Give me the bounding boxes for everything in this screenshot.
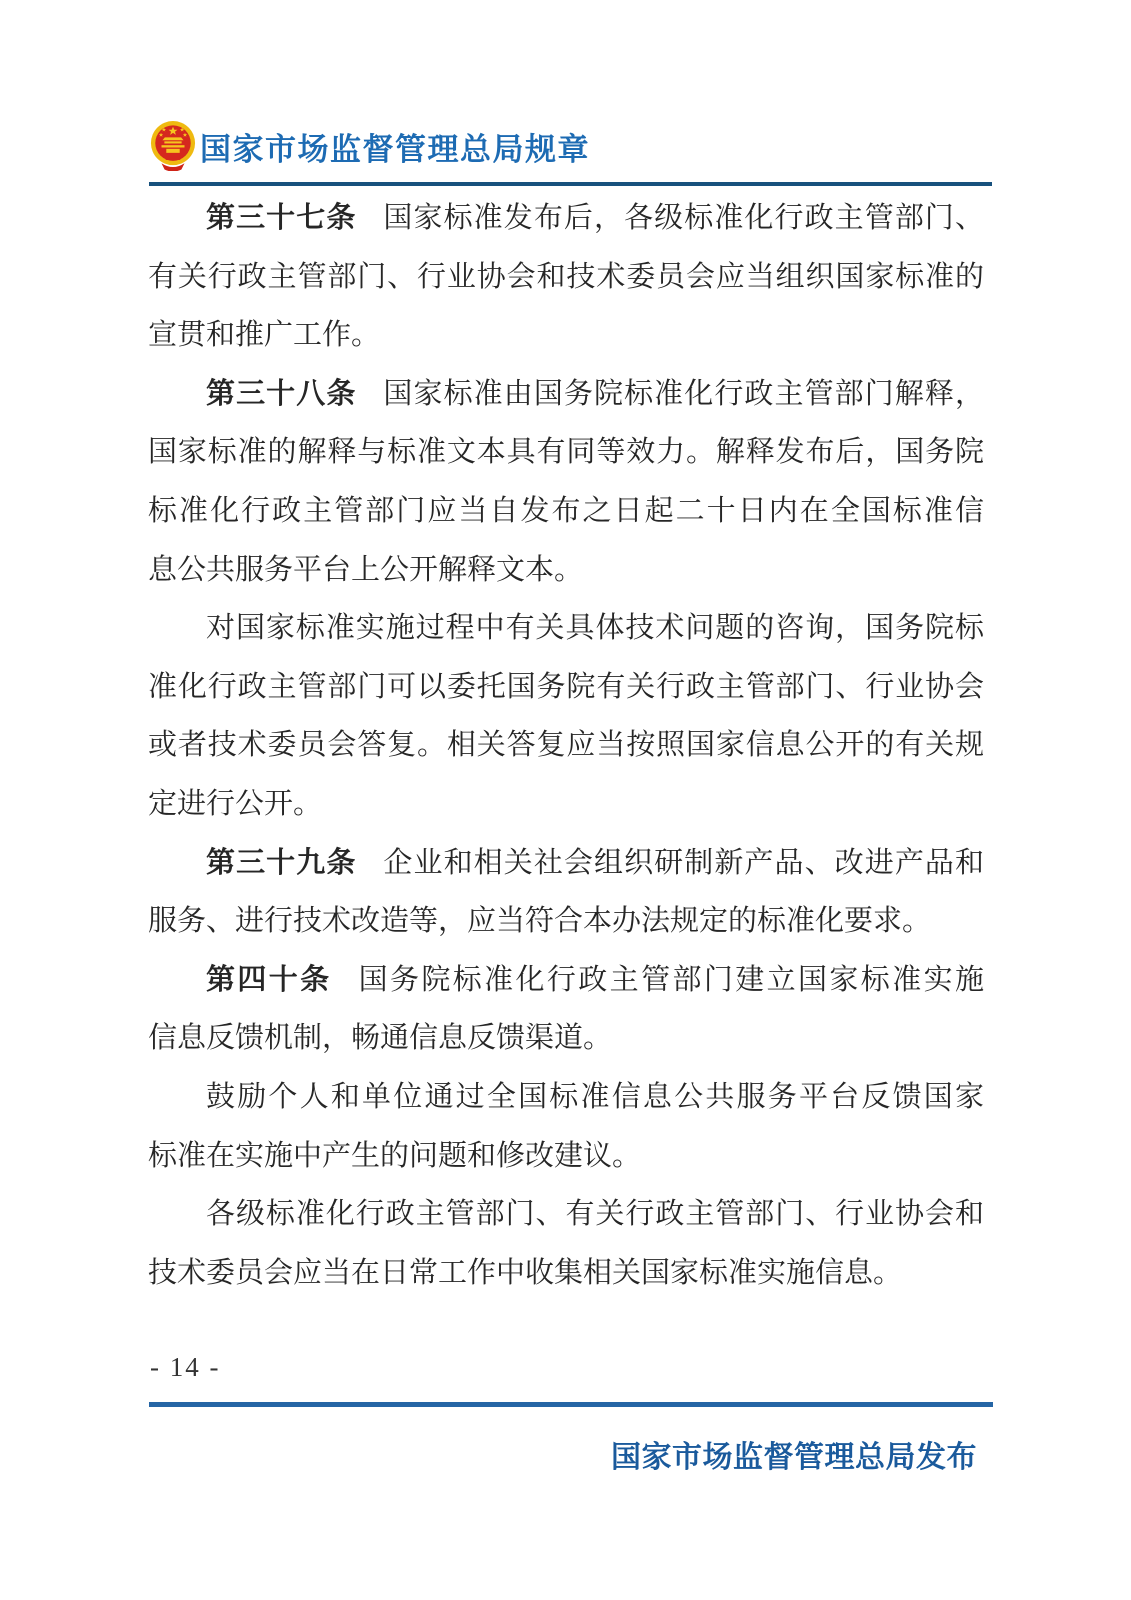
document-body <box>148 189 984 1302</box>
article-number: 第四十条 <box>206 963 332 996</box>
line-text: 息公共服务平台上公开解释文本。 <box>148 553 584 586</box>
line-text: 信息反馈机制，畅通信息反馈渠道。 <box>148 1022 613 1055</box>
body-line <box>148 365 984 424</box>
body-line <box>148 541 984 600</box>
body-line <box>148 189 984 248</box>
body-line <box>148 423 984 482</box>
publisher-label: 国家市场监督管理总局发布 <box>611 1441 977 1474</box>
line-text: 宣贯和推广工作。 <box>148 319 381 352</box>
body-line <box>148 834 984 893</box>
body-line <box>148 716 984 775</box>
article-number: 第三十九条 <box>206 846 357 879</box>
line-text: 国家标准发布后，各级标准化行政主管部门、 <box>383 202 984 234</box>
line-text: 国家标准由国务院标准化行政主管部门解释， <box>383 377 984 410</box>
line-text: 鼓励个人和单位通过全国标准信息公共服务平台反馈国家 <box>206 1080 984 1113</box>
body-line <box>148 306 984 365</box>
body-line <box>148 658 984 717</box>
body-line <box>148 599 984 658</box>
line-text: 服务、进行技术改造等，应当符合本办法规定的标准化要求。 <box>148 905 932 938</box>
footer-divider <box>149 1402 993 1407</box>
body-line <box>148 775 984 834</box>
line-text: 准化行政主管部门可以委托国务院有关行政主管部门、行业协会 <box>148 670 984 703</box>
line-text: 定进行公开。 <box>148 787 323 820</box>
body-line <box>148 951 984 1010</box>
line-text: 企业和相关社会组织研制新产品、改进产品和 <box>383 846 984 879</box>
line-text: 各级标准化行政主管部门、有关行政主管部门、行业协会和 <box>206 1198 984 1231</box>
body-line <box>148 892 984 951</box>
page-number: - 14 - <box>150 1352 221 1382</box>
header-title: 国家市场监督管理总局规章 <box>200 132 590 167</box>
article-number: 第三十八条 <box>206 377 357 410</box>
line-text: 或者技术委员会答复。相关答复应当按照国家信息公开的有关规 <box>148 729 984 762</box>
body-line <box>148 1068 984 1127</box>
body-line <box>148 482 984 541</box>
header-divider <box>149 182 992 186</box>
line-text: 标准在实施中产生的问题和修改建议。 <box>148 1139 642 1172</box>
line-text: 对国家标准实施过程中有关具体技术问题的咨询，国务院标 <box>206 612 984 645</box>
line-text: 标准化行政主管部门应当自发布之日起二十日内在全国标准信 <box>148 494 984 527</box>
line-text: 国务院标准化行政主管部门建立国家标准实施 <box>358 963 984 996</box>
line-text: 国家标准的解释与标准文本具有同等效力。解释发布后，国务院 <box>148 436 984 469</box>
national-emblem-icon <box>150 119 196 171</box>
body-line <box>148 1244 984 1303</box>
article-number: 第三十七条 <box>206 202 357 234</box>
body-line <box>148 1127 984 1186</box>
body-line <box>148 1185 984 1244</box>
line-text: 有关行政主管部门、行业协会和技术委员会应当组织国家标准的 <box>148 260 984 293</box>
body-line <box>148 1009 984 1068</box>
line-text: 技术委员会应当在日常工作中收集相关国家标准实施信息。 <box>148 1256 903 1289</box>
body-line <box>148 248 984 307</box>
